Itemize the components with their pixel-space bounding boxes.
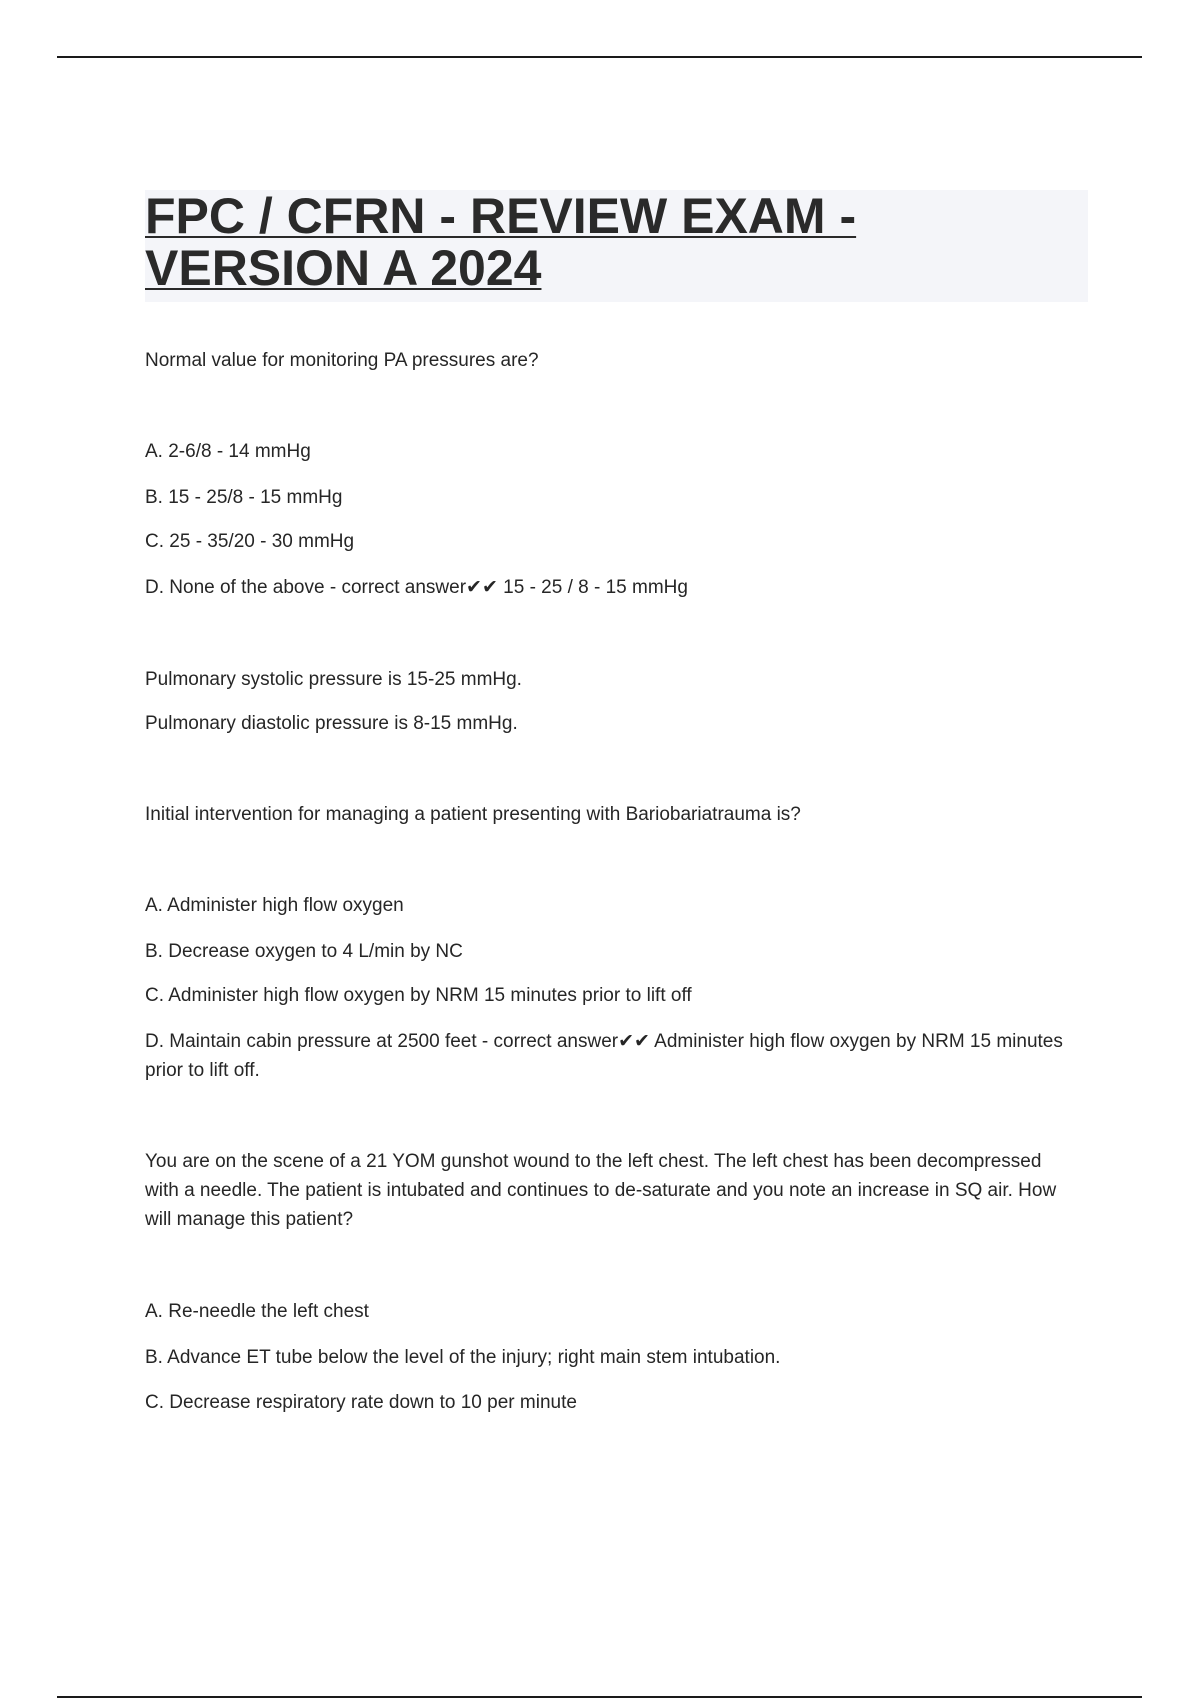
question-2-option-a: A. Administer high flow oxygen	[145, 895, 404, 916]
question-3-option-c: C. Decrease respiratory rate down to 10 per minute	[145, 1392, 577, 1413]
question-2-prompt: Initial intervention for managing a patient presenting with Bariobariatrauma is?	[145, 804, 801, 825]
question-1-prompt: Normal value for monitoring PA pressures are?	[145, 350, 539, 371]
question-3-option-b: B. Advance ET tube below the level of the injury; right main stem intubation.	[145, 1347, 781, 1368]
question-1-option-b: B. 15 - 25/8 - 15 mmHg	[145, 487, 343, 508]
question-2-option-c: C. Administer high flow oxygen by NRM 15 minutes prior to lift off	[145, 985, 692, 1006]
question-1-option-d: D. None of the above - correct answer✔✔ 15 - 25 / 8 - 15 mmHg	[145, 577, 688, 598]
question-1-option-c: C. 25 - 35/20 - 30 mmHg	[145, 531, 355, 552]
question-2-option-d: D. Maintain cabin pressure at 2500 feet - correct answer✔✔ Administer high flow oxygen by NRM 15 minutes prior to lift off.	[145, 1031, 1063, 1081]
question-2-option-b: B. Decrease oxygen to 4 L/min by NC	[145, 941, 463, 962]
question-1-option-a: A. 2-6/8 - 14 mmHg	[145, 441, 311, 462]
title-box	[145, 190, 1088, 302]
question-1-note-1: Pulmonary systolic pressure is 15-25 mmHg.	[145, 669, 522, 690]
page-title: FPC / CFRN - REVIEW EXAM - VERSION A 2024	[145, 188, 857, 296]
question-1-note-2: Pulmonary diastolic pressure is 8-15 mmHg.	[145, 713, 518, 734]
document-body	[145, 190, 1090, 302]
question-3-prompt: You are on the scene of a 21 YOM gunshot wound to the left chest. The left chest has been decompressed with a needle. The patient is intubated and continues to de-saturate and you note an increase in SQ air. How will manage this patient?	[145, 1151, 1057, 1230]
footer-rule	[57, 1696, 1142, 1698]
header-rule	[57, 56, 1142, 58]
question-3-option-a: A. Re-needle the left chest	[145, 1301, 369, 1322]
